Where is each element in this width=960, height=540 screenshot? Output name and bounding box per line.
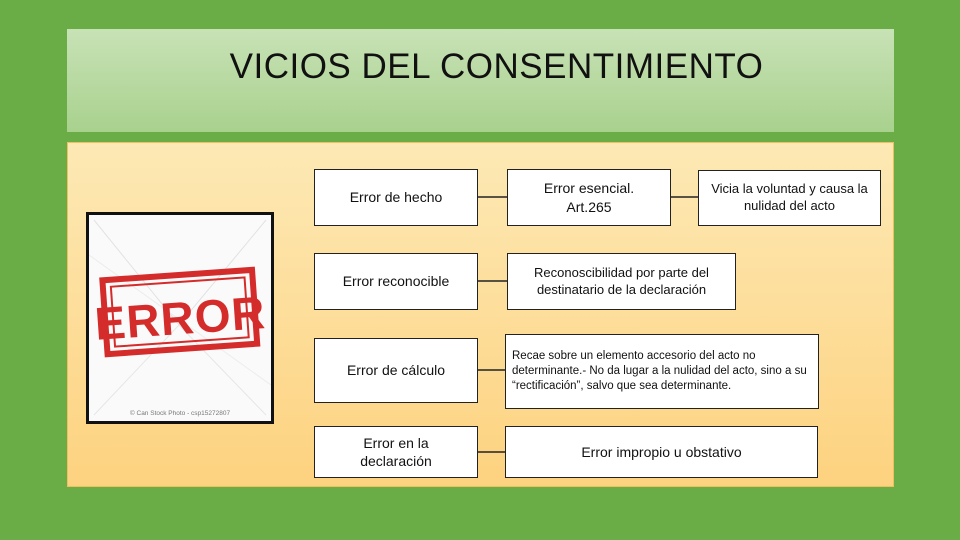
type-label: Error en la declaración [360,434,432,469]
type-box-error-reconocible [314,253,478,310]
consequence-box [698,170,881,226]
detail-text: Error esencial. Art.265 [543,180,635,215]
image-credit: © Can Stock Photo - csp15272807 [129,410,231,417]
detail-text: Error impropio u obstativo [581,443,742,460]
type-label: Error reconocible [342,273,450,290]
type-box-error-de-calculo [314,338,478,403]
detail-text: Reconoscibilidad por parte del destinatario de la declaración [534,264,709,297]
detail-box-error-impropio [505,426,818,478]
stamp-text: ERROR [93,286,268,350]
detail-box-elemento-accesorio [505,334,819,409]
detail-box-reconoscibilidad [507,253,736,310]
type-label: Error de hecho [349,189,443,206]
type-box-error-en-la-declaracion [314,426,478,478]
type-box-error-de-hecho [314,169,478,226]
type-label: Error de cálculo [346,362,446,379]
consequence-text: Vicia la voluntad y causa la nulidad del acto [711,181,868,213]
detail-box-error-esencial [507,169,671,226]
detail-text: Recae sobre un elemento accesorio del acto no determinante.- No da lugar a la nulidad del acto, sino a su “rectificación”, salvo que sea determinante. [512,350,807,392]
slide-title: VICIOS DEL CONSENTIMIENTO [229,46,764,86]
